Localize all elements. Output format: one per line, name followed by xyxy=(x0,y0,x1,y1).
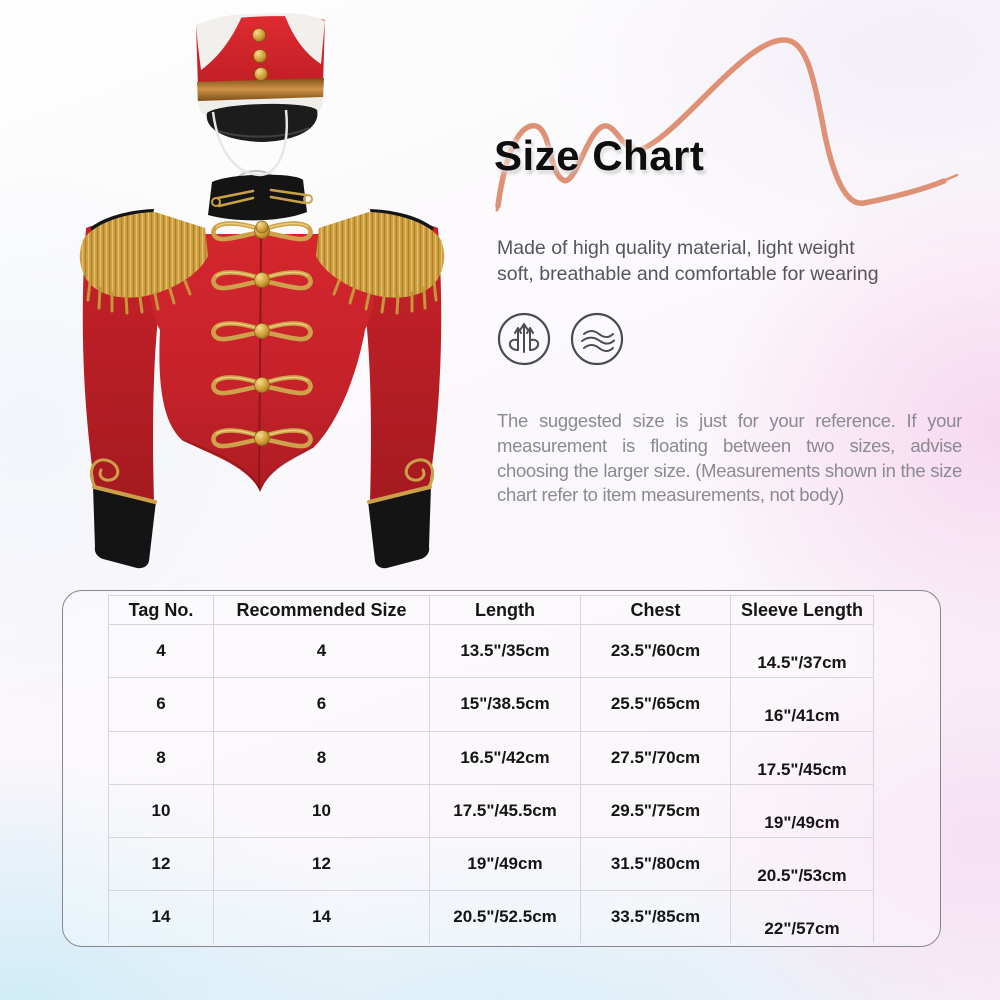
cell-sleeve: 17.5"/45cm xyxy=(731,731,874,784)
cell-size: 14 xyxy=(214,891,430,943)
cell-tag: 6 xyxy=(109,678,214,731)
cell-tag: 4 xyxy=(109,625,214,678)
cell-tag: 14 xyxy=(109,891,214,943)
page-title: Size Chart xyxy=(494,132,705,179)
cell-sleeve: 16"/41cm xyxy=(731,678,874,731)
cell-chest: 27.5"/70cm xyxy=(581,731,731,784)
cell-chest: 23.5"/60cm xyxy=(581,625,731,678)
sizing-note: The suggested size is just for your reference. If your measurement is floating between two sizes, advise choosing the larger size. (Measurements shown in the size chart refer to item measurements, not body) xyxy=(497,410,962,506)
cell-size: 6 xyxy=(214,678,430,731)
table-row xyxy=(109,784,874,837)
table-header-row xyxy=(109,596,874,625)
cell-length: 19"/49cm xyxy=(430,838,581,891)
table-row xyxy=(109,891,874,943)
collar-button xyxy=(256,221,268,233)
cell-size: 12 xyxy=(214,838,430,891)
cell-tag: 12 xyxy=(109,838,214,891)
costume-illustration xyxy=(80,13,444,568)
fabric-feature-icons xyxy=(497,312,624,366)
cell-length: 20.5"/52.5cm xyxy=(430,891,581,943)
table-row xyxy=(109,731,874,784)
header-chest: Chest xyxy=(581,596,731,625)
cell-chest: 29.5"/75cm xyxy=(581,784,731,837)
cell-length: 17.5"/45.5cm xyxy=(430,784,581,837)
cell-chest: 25.5"/65cm xyxy=(581,678,731,731)
soft-fabric-waves-icon xyxy=(570,312,624,366)
cell-sleeve: 22"/57cm xyxy=(731,891,874,943)
cell-sleeve: 20.5"/53cm xyxy=(731,838,874,891)
table-row xyxy=(109,678,874,731)
decorative-squiggle-line xyxy=(497,40,957,210)
size-table-panel xyxy=(62,590,941,947)
table-row xyxy=(109,625,874,678)
cell-sleeve: 19"/49cm xyxy=(731,784,874,837)
cell-length: 15"/38.5cm xyxy=(430,678,581,731)
cell-length: 16.5"/42cm xyxy=(430,731,581,784)
size-table xyxy=(108,595,874,943)
material-description-line2: soft, breathable and comfortable for wearing xyxy=(497,263,879,285)
cell-size: 10 xyxy=(214,784,430,837)
cell-tag: 8 xyxy=(109,731,214,784)
cell-chest: 33.5"/85cm xyxy=(581,891,731,943)
cell-size: 8 xyxy=(214,731,430,784)
cell-chest: 31.5"/80cm xyxy=(581,838,731,891)
cell-tag: 10 xyxy=(109,784,214,837)
header-sleeve-length: Sleeve Length xyxy=(731,596,874,625)
material-description xyxy=(497,235,879,287)
material-description-line1: Made of high quality material, light weight xyxy=(497,237,855,259)
cell-size: 4 xyxy=(214,625,430,678)
cell-length: 13.5"/35cm xyxy=(430,625,581,678)
header-recommended-size: Recommended Size xyxy=(214,596,430,625)
breathable-icon xyxy=(497,312,551,366)
table-row xyxy=(109,838,874,891)
header-length: Length xyxy=(430,596,581,625)
header-tag-no: Tag No. xyxy=(109,596,214,625)
drum-major-hat xyxy=(196,13,325,175)
cell-sleeve: 14.5"/37cm xyxy=(731,625,874,678)
